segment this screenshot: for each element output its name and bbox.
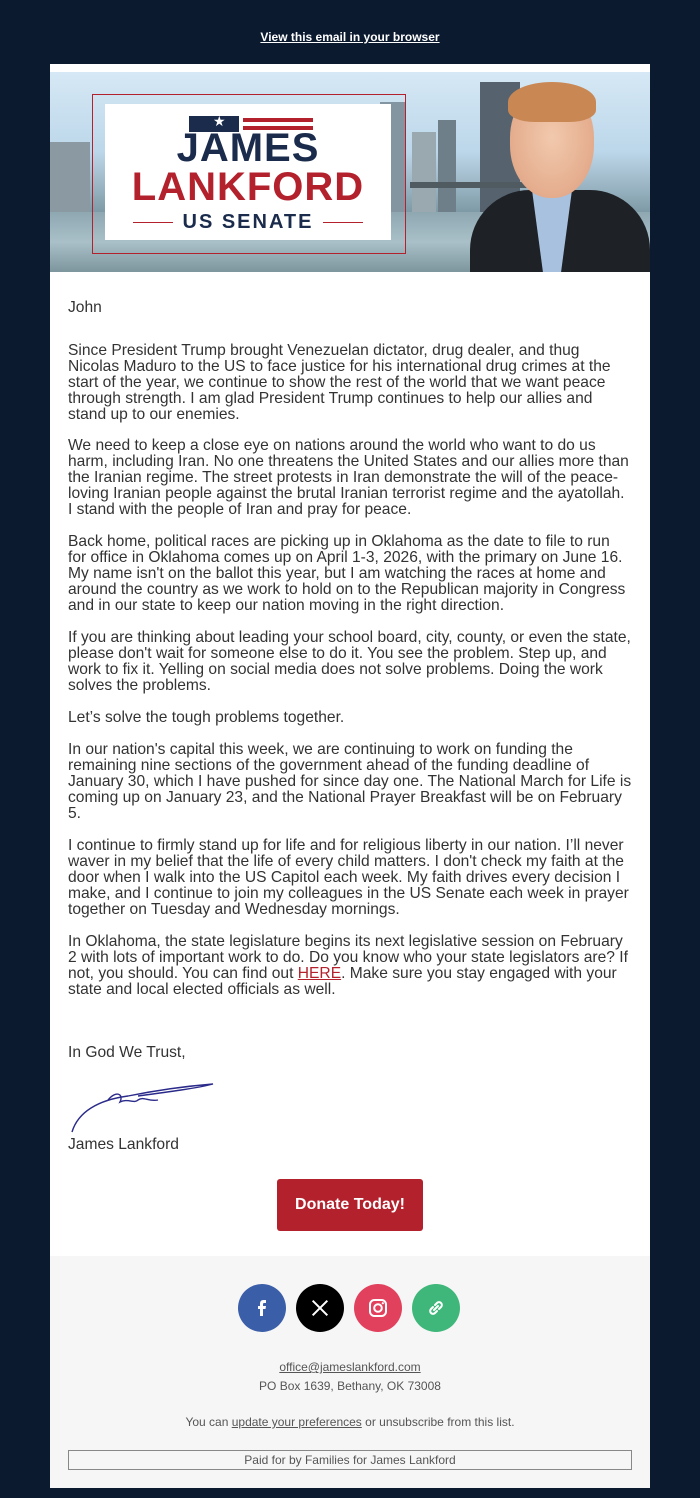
paragraph-text: In Oklahoma, the state legislature begins its next legislative session on February 2 with lots of important work to do. Do you know who your state legislators are? If not, you should. You can find out	[68, 933, 628, 982]
paragraph: Since President Trump brought Venezuelan dictator, drug dealer, and thug Nicolas Maduro to the US to face justice for his international drug crimes at the start of the year, we continue to show the rest of the world that we want peace through strength. I am glad President Trump continues to help our allies and stand up to our enemies.	[68, 342, 611, 423]
portrait-hair	[508, 82, 596, 122]
senator-portrait	[470, 72, 650, 272]
skyline-building	[438, 120, 456, 212]
greeting: John	[68, 299, 102, 316]
contact-email-link[interactable]: office@jameslankford.com	[279, 1360, 421, 1374]
facebook-icon[interactable]	[238, 1284, 286, 1332]
preferences-line	[50, 1415, 650, 1429]
signature-image	[68, 1072, 218, 1136]
preferences-prefix: You can	[185, 1415, 232, 1429]
email-footer	[50, 1256, 650, 1488]
flag-stripe	[243, 118, 313, 122]
paragraph: If you are thinking about leading your school board, city, county, or even the state, please don't wait for someone else to do it. You see the problem. Step up, and work to fix it. Yelling on social media does not solve problems. Doing the work solves the problems.	[68, 629, 631, 694]
paragraph: I continue to firmly stand up for life and for religious liberty in our nation. I’ll never waver in my belief that the life of every child matters. I don't check my faith at the door when I walk into the US Capitol each week. My faith drives every decision I make, and I continue to join my colleagues in the US Senate each week in prayer together on Tuesday and Wednesday mornings.	[68, 837, 629, 918]
logo-last-name: LANKFORD	[131, 165, 365, 209]
header-banner	[50, 72, 650, 272]
closing: In God We Trust,	[68, 1044, 186, 1061]
logo-divider	[323, 222, 363, 223]
paragraph-text: . Make sure you stay engaged with your state and local elected officials as well.	[68, 965, 617, 998]
paragraph: We need to keep a close eye on nations around the world who want to do us harm, including Iran. No one threatens the United States and our allies more than the Iranian regime. The street protests in Iran demonstrate the will of the peace-loving Iranian people against the brutal Iranian terrorist regime and the ayatollah. I stand with the people of Iran and pray for peace.	[68, 437, 629, 518]
star-icon: ★	[213, 113, 226, 129]
signer-name: James Lankford	[68, 1136, 179, 1153]
paragraph: Let’s solve the tough problems together.	[68, 709, 345, 726]
skyline-building	[412, 132, 436, 212]
paragraph	[68, 934, 632, 998]
logo-first-name: JAMES	[176, 126, 320, 170]
paid-for-disclaimer: Paid for by Families for James Lankford	[68, 1450, 632, 1470]
skyline-building	[50, 142, 90, 212]
paragraph: Back home, political races are picking up in Oklahoma as the date to file to run for office in Oklahoma comes up on April 1-3, 2026, with the primary on June 16. My name isn't on the ballot this year, but I am watching the races at home and around the country as we work to hold on to the Republican majority in Congress and in our state to keep our nation moving in the right direction.	[68, 533, 626, 614]
paragraph: In our nation's capital this week, we are continuing to work on funding the remaining nine sections of the government ahead of the funding deadline of January 30, which I have pushed for since day one. The National March for Life is coming up on January 23, and the National Prayer Breakfast will be on February 5.	[68, 741, 632, 822]
social-links	[238, 1284, 460, 1332]
update-preferences-link[interactable]: update your preferences	[231, 1415, 362, 1429]
view-in-browser-link[interactable]: View this email in your browser	[260, 30, 440, 44]
email-topbar	[0, 0, 700, 64]
instagram-icon[interactable]	[354, 1284, 402, 1332]
x-icon[interactable]	[296, 1284, 344, 1332]
email-card	[50, 64, 650, 1488]
senate-logo	[105, 104, 391, 240]
logo-office: US SENATE	[182, 211, 314, 233]
link-icon[interactable]	[412, 1284, 460, 1332]
find-legislators-link[interactable]: HERE	[297, 965, 342, 982]
mailing-address: PO Box 1639, Bethany, OK 73008	[259, 1379, 441, 1393]
donate-button[interactable]: Donate Today!	[277, 1179, 423, 1231]
preferences-suffix: or unsubscribe from this list.	[361, 1415, 515, 1429]
